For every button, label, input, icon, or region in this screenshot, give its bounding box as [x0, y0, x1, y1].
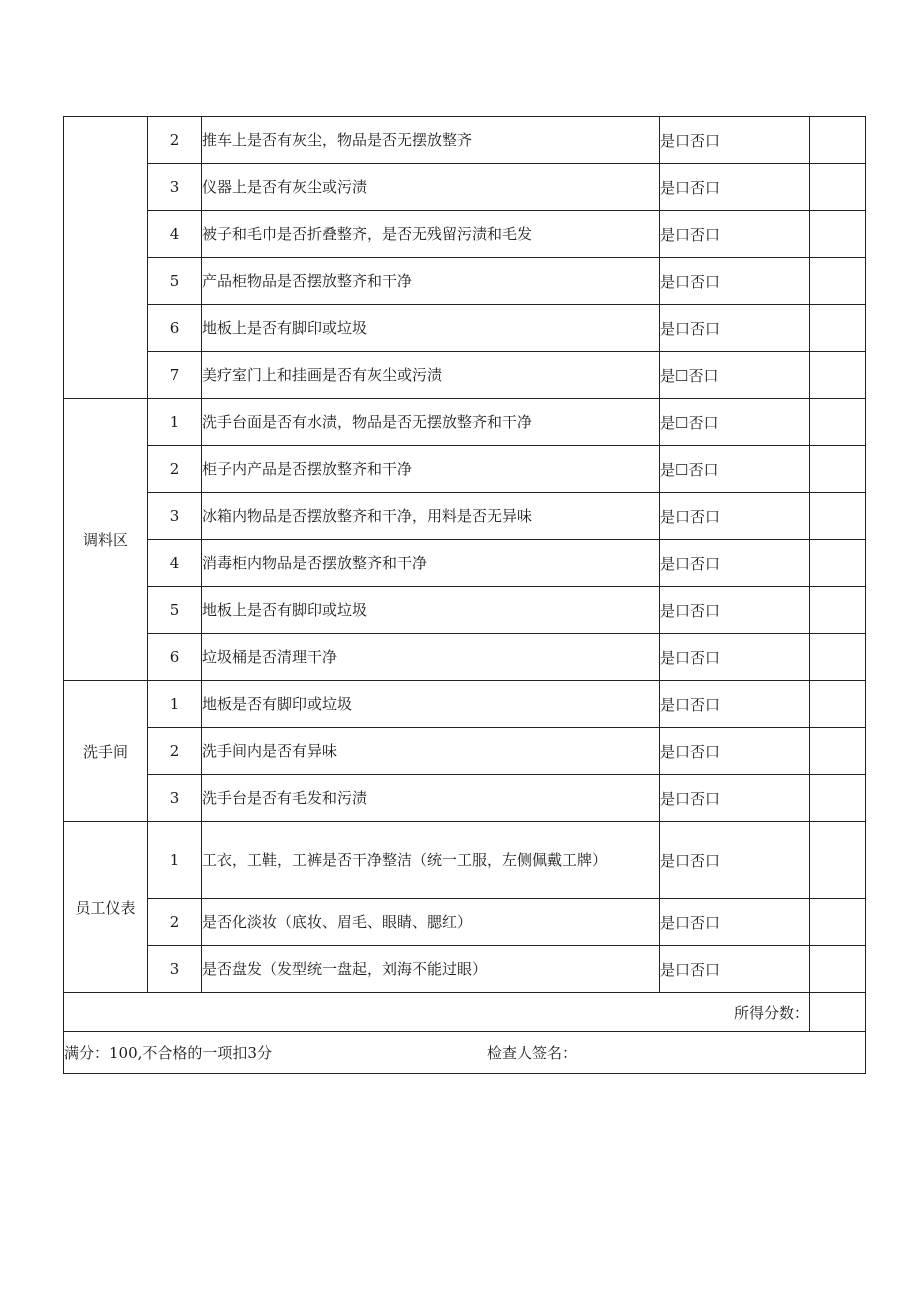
item-number: 5: [148, 258, 202, 305]
footer-row: [64, 1032, 866, 1074]
item-number: 4: [148, 211, 202, 258]
check-item: 洗手台是否有毛发和污渍: [202, 775, 660, 822]
score-cell[interactable]: [810, 305, 866, 352]
table-row: [64, 681, 866, 728]
area-label: [64, 117, 148, 399]
table-row: [64, 258, 866, 305]
table-row: [64, 446, 866, 493]
score-cell[interactable]: [810, 822, 866, 899]
score-cell[interactable]: [810, 399, 866, 446]
score-cell[interactable]: [810, 946, 866, 993]
yes-no-checkbox[interactable]: 是口否口: [660, 117, 810, 164]
score-cell[interactable]: [810, 211, 866, 258]
area-label: 洗手间: [64, 681, 148, 822]
score-cell[interactable]: [810, 540, 866, 587]
score-cell[interactable]: [810, 728, 866, 775]
check-item: 被子和毛巾是否折叠整齐，是否无残留污渍和毛发: [202, 211, 660, 258]
yes-no-checkbox[interactable]: 是☐否口: [660, 446, 810, 493]
check-item: 消毒柜内物品是否摆放整齐和干净: [202, 540, 660, 587]
check-item: 美疗室门上和挂画是否有灰尘或污渍: [202, 352, 660, 399]
item-number: 6: [148, 305, 202, 352]
score-cell[interactable]: [810, 117, 866, 164]
item-number: 1: [148, 681, 202, 728]
check-item: 推车上是否有灰尘，物品是否无摆放整齐: [202, 117, 660, 164]
check-item: 柜子内产品是否摆放整齐和干净: [202, 446, 660, 493]
yes-no-checkbox[interactable]: 是口否口: [660, 164, 810, 211]
check-item: 洗手间内是否有异味: [202, 728, 660, 775]
item-number: 2: [148, 117, 202, 164]
yes-no-checkbox[interactable]: 是口否口: [660, 899, 810, 946]
check-item: 仪器上是否有灰尘或污渍: [202, 164, 660, 211]
item-number: 5: [148, 587, 202, 634]
item-number: 1: [148, 822, 202, 899]
score-cell[interactable]: [810, 775, 866, 822]
check-item: 地板上是否有脚印或垃圾: [202, 305, 660, 352]
check-item: 地板上是否有脚印或垃圾: [202, 587, 660, 634]
score-cell[interactable]: [810, 352, 866, 399]
table-row: [64, 634, 866, 681]
score-cell[interactable]: [810, 587, 866, 634]
score-cell[interactable]: [810, 258, 866, 305]
score-cell[interactable]: [810, 899, 866, 946]
yes-no-checkbox[interactable]: 是口否口: [660, 587, 810, 634]
yes-no-checkbox[interactable]: 是口否口: [660, 258, 810, 305]
yes-no-checkbox[interactable]: 是口否口: [660, 822, 810, 899]
inspection-table: [63, 116, 866, 1074]
score-cell[interactable]: [810, 164, 866, 211]
yes-no-checkbox[interactable]: 是☐否口: [660, 399, 810, 446]
item-number: 2: [148, 446, 202, 493]
item-number: 3: [148, 946, 202, 993]
score-cell[interactable]: [810, 634, 866, 681]
area-label: 调料区: [64, 399, 148, 681]
item-number: 3: [148, 493, 202, 540]
item-number: 6: [148, 634, 202, 681]
check-item: 工衣，工鞋，工裤是否干净整洁（统一工服，左侧佩戴工牌）: [202, 822, 660, 899]
score-cell[interactable]: [810, 446, 866, 493]
item-number: 4: [148, 540, 202, 587]
yes-no-checkbox[interactable]: 是口否口: [660, 211, 810, 258]
check-item: 洗手台面是否有水渍，物品是否无摆放整齐和干净: [202, 399, 660, 446]
inspector-signature-label: 检查人签名：: [487, 1044, 578, 1062]
yes-no-checkbox[interactable]: 是口否口: [660, 946, 810, 993]
score-row: [64, 993, 866, 1032]
table-row: [64, 822, 866, 899]
yes-no-checkbox[interactable]: 是口否口: [660, 775, 810, 822]
score-label: 所得分数：: [64, 993, 810, 1032]
yes-no-checkbox[interactable]: 是☐否口: [660, 352, 810, 399]
table-row: [64, 540, 866, 587]
full-score-note: 满分：100,不合格的一项扣3分: [64, 1044, 272, 1062]
footer-cell: [64, 1032, 866, 1074]
check-item: 产品柜物品是否摆放整齐和干净: [202, 258, 660, 305]
table-row: [64, 493, 866, 540]
table-row: [64, 117, 866, 164]
yes-no-checkbox[interactable]: 是口否口: [660, 540, 810, 587]
table-row: [64, 399, 866, 446]
yes-no-checkbox[interactable]: 是口否口: [660, 634, 810, 681]
table-row: [64, 775, 866, 822]
yes-no-checkbox[interactable]: 是口否口: [660, 493, 810, 540]
area-label: 员工仪表: [64, 822, 148, 993]
check-item: 是否化淡妆（底妆、眉毛、眼睛、腮红）: [202, 899, 660, 946]
score-cell[interactable]: [810, 681, 866, 728]
check-item: 垃圾桶是否清理干净: [202, 634, 660, 681]
table-row: [64, 164, 866, 211]
table-row: [64, 305, 866, 352]
yes-no-checkbox[interactable]: 是口否口: [660, 305, 810, 352]
score-cell[interactable]: [810, 493, 866, 540]
item-number: 1: [148, 399, 202, 446]
check-item: 是否盘发（发型统一盘起，刘海不能过眼）: [202, 946, 660, 993]
check-item: 冰箱内物品是否摆放整齐和干净，用料是否无异味: [202, 493, 660, 540]
check-item: 地板是否有脚印或垃圾: [202, 681, 660, 728]
table-row: [64, 352, 866, 399]
yes-no-checkbox[interactable]: 是口否口: [660, 728, 810, 775]
item-number: 2: [148, 899, 202, 946]
table-row: [64, 899, 866, 946]
yes-no-checkbox[interactable]: 是口否口: [660, 681, 810, 728]
table-row: [64, 946, 866, 993]
score-value-cell[interactable]: [810, 993, 866, 1032]
item-number: 3: [148, 775, 202, 822]
item-number: 7: [148, 352, 202, 399]
table-row: [64, 728, 866, 775]
table-row: [64, 211, 866, 258]
item-number: 2: [148, 728, 202, 775]
table-row: [64, 587, 866, 634]
item-number: 3: [148, 164, 202, 211]
